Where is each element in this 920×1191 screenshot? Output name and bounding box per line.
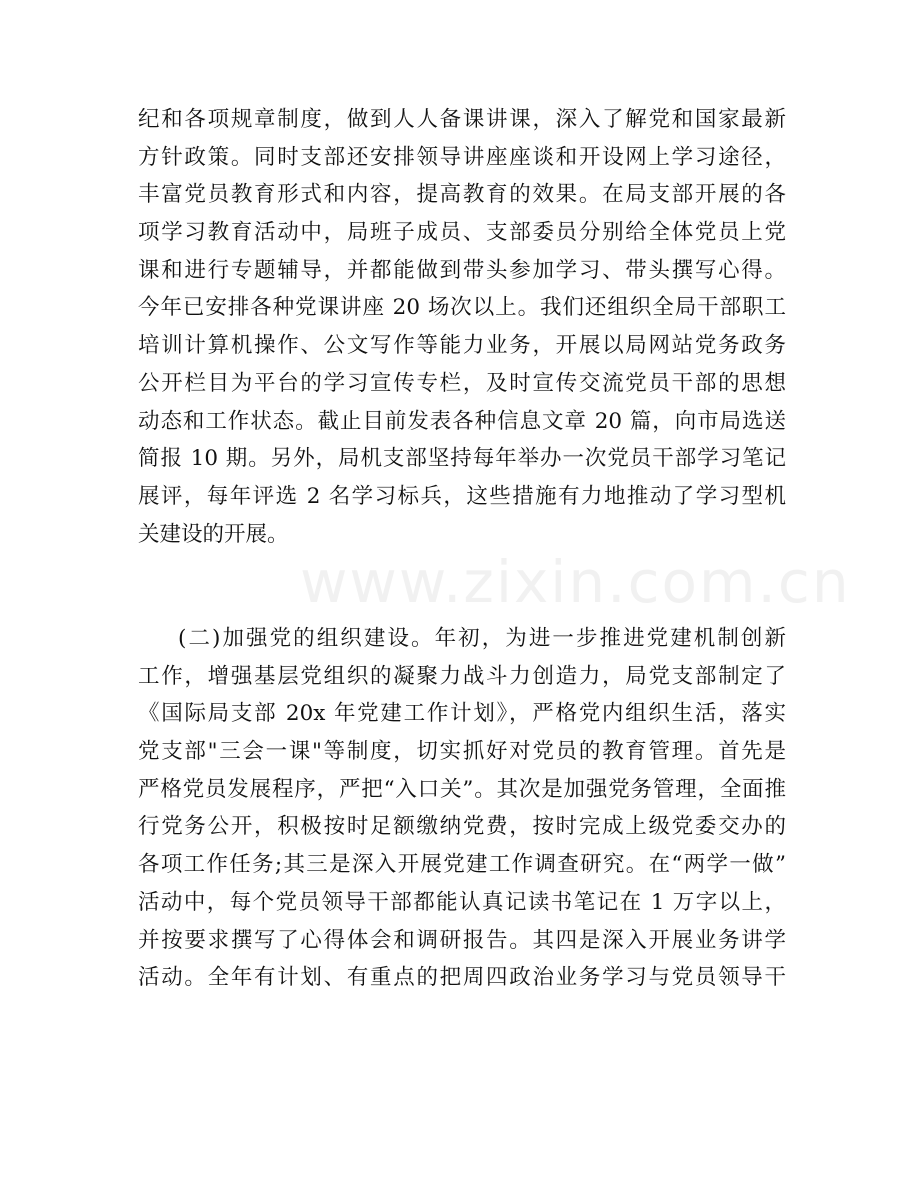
text-line: 方针政策。同时支部还安排领导讲座座谈和开设网上学习途径， bbox=[138, 144, 786, 170]
text-line: 项学习教育活动中，局班子成员、支部委员分别给全体党员上党 bbox=[138, 220, 786, 246]
paragraph-study-education bbox=[138, 101, 786, 553]
text-line: 行党务公开，积极按时足额缴纳党费，按时完成上级党委交办的 bbox=[138, 814, 786, 840]
text-line: 党支部"三会一课"等制度，切实抓好对党员的教育管理。首先是 bbox=[138, 739, 786, 765]
text-line: 纪和各项规章制度，做到人人备课讲课，深入了解党和国家最新 bbox=[138, 107, 786, 132]
text-line: 丰富党员教育形式和内容，提高教育的效果。在局支部开展的各 bbox=[138, 182, 786, 208]
text-line: (二)加强党的组织建设。年初，为进一步推进党建机制创新 bbox=[178, 626, 786, 651]
text-line: 《国际局支部 20x 年党建工作计划》，严格党内组织生活，落实 bbox=[138, 701, 786, 727]
text-line: 动态和工作状态。截止目前发表各种信息文章 20 篇，向市局选送 bbox=[138, 408, 786, 434]
text-line: 简报 10 期。另外，局机支部坚持每年举办一次党员干部学习笔记 bbox=[138, 446, 786, 472]
text-line: 各项工作任务;其三是深入开展党建工作调查研究。在“两学一做” bbox=[138, 852, 786, 878]
text-line: 展评，每年评选 2 名学习标兵，这些措施有力地推动了学习型机 bbox=[138, 483, 786, 509]
text-line: 工作，增强基层党组织的凝聚力战斗力创造力，局党支部制定了 bbox=[138, 663, 786, 689]
text-line: 关建设的开展。 bbox=[138, 521, 289, 547]
text-line: 活动。全年有计划、有重点的把周四政治业务学习与党员领导干 bbox=[138, 965, 786, 991]
text-line: 活动中，每个党员领导干部都能认真记读书笔记在 1 万字以上， bbox=[138, 889, 786, 915]
text-line: 课和进行专题辅导，并都能做到带头参加学习、带头撰写心得。 bbox=[138, 257, 786, 283]
paragraph-organization-building bbox=[138, 620, 786, 997]
text-line: 并按要求撰写了心得体会和调研报告。其四是深入开展业务讲学 bbox=[138, 927, 786, 953]
text-line: 严格党员发展程序，严把“入口关”。其次是加强党务管理，全面推 bbox=[138, 776, 786, 802]
text-line: 培训计算机操作、公文写作等能力业务，开展以局网站党务政务 bbox=[138, 333, 786, 359]
text-line: 今年已安排各种党课讲座 20 场次以上。我们还组织全局干部职工 bbox=[138, 295, 786, 321]
watermark: www.zixin.com.cn bbox=[300, 548, 851, 616]
text-line: 公开栏目为平台的学习宣传专栏，及时宣传交流党员干部的思想 bbox=[138, 370, 786, 396]
